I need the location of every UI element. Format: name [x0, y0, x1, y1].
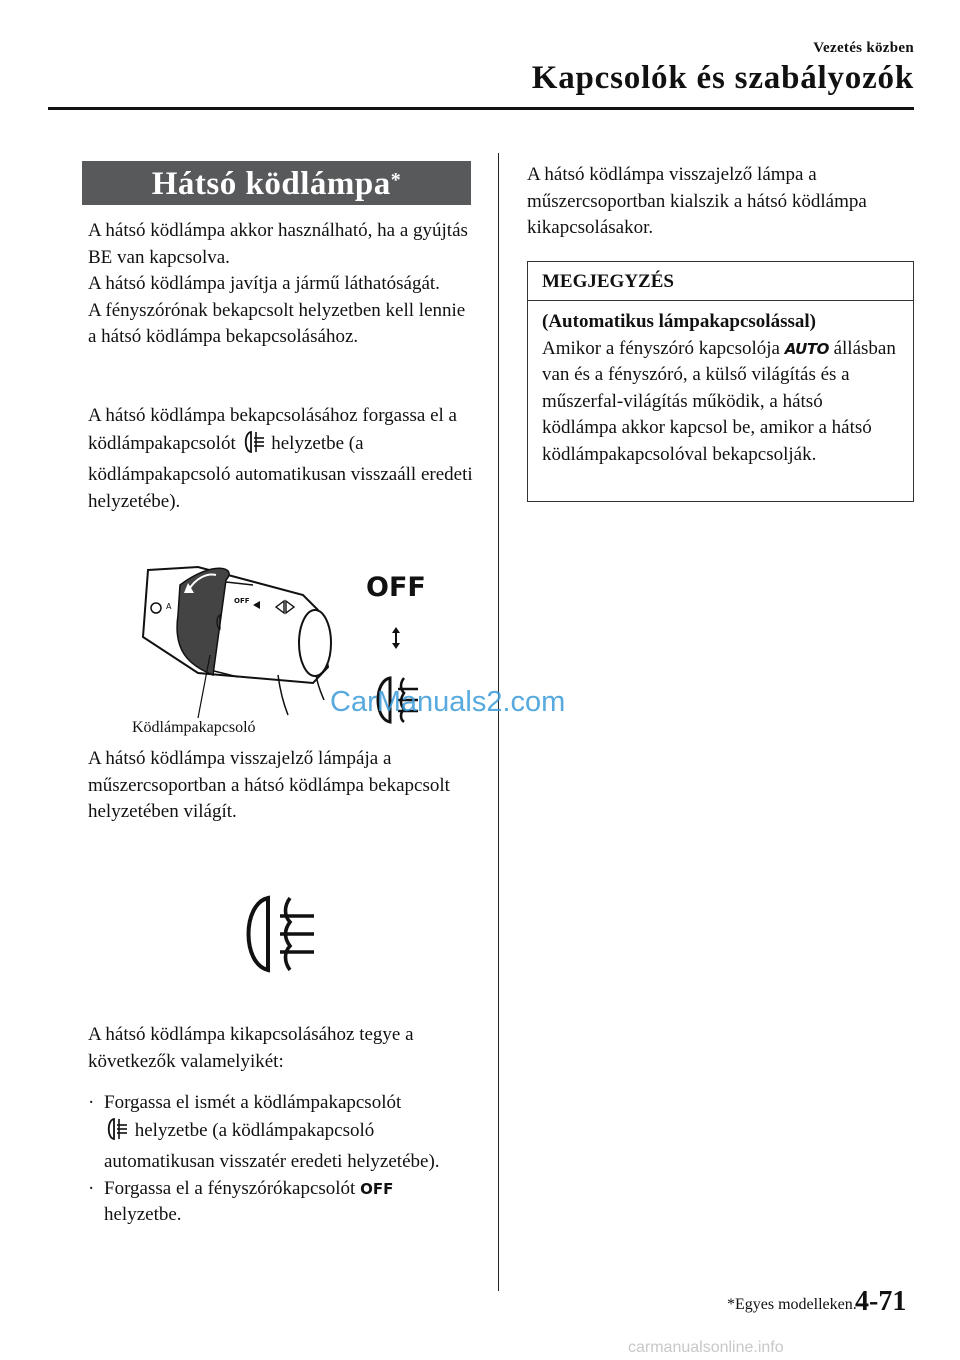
footnote-mark: *: [390, 169, 402, 191]
running-header-section: Vezetés közben: [813, 40, 914, 56]
turn-on-text-b: helyzetbe (a ködlámpakapcsoló automatikusan visszaáll eredeti helyzetébe).: [88, 432, 473, 512]
turn-off-intro: A hátsó ködlámpa kikapcsolásához tegye a következők valamelyikét:: [88, 1024, 414, 1072]
running-header-chapter: Kapcsolók és szabályozók: [531, 60, 914, 96]
intro-text: [88, 218, 478, 351]
page-number: 4-71: [855, 1286, 907, 1317]
turn-off-list: [88, 1090, 478, 1229]
bullet-text-a: Forgassa el ismét a ködlámpakapcsolót: [104, 1092, 402, 1113]
bullet-dot: ·: [88, 1177, 95, 1199]
off-position-label: OFF: [366, 572, 426, 603]
note-text-a: Amikor a fényszóró kapcsolója: [542, 337, 780, 359]
paragraph-headlight-required: A fényszórónak bekapcsolt helyzetben kell lennie a hátsó ködlámpa bekapcsolásához.: [88, 299, 466, 347]
watermark-logo: CarManuals2.com: [330, 686, 566, 718]
column-divider: [498, 153, 499, 1291]
indicator-off-text: A hátsó ködlámpa visszajelző lámpa a műszercsoportban kialszik a hátsó ködlámpa kikapcsolásakor.: [527, 164, 867, 238]
note-text-b: állásban van és a fényszóró, a külső világítás és a műszerfal-világítás működik, a hátsó ködlámpa akkor kapcsol be, amikor a hátsó ködlámpakapcsolóval bekapcsolják.: [542, 337, 896, 465]
note-heading: MEGJEGYZÉS: [528, 262, 913, 301]
bullet-text-b: helyzetbe.: [104, 1204, 182, 1225]
note-body: [528, 301, 913, 468]
list-item: [88, 1176, 478, 1229]
section-title-text: Hátsó ködlámpa: [151, 166, 391, 202]
turn-on-text-a: A hátsó ködlámpa bekapcsolásához forgassa el a ködlámpakapcsolót: [88, 405, 457, 454]
bullet-text-a: Forgassa el a fényszórókapcsolót: [104, 1177, 356, 1199]
rear-fog-lamp-icon: [241, 430, 267, 463]
auto-position-label: AUTO: [784, 339, 829, 358]
header-rule: [48, 107, 914, 110]
list-item: [88, 1090, 478, 1176]
note-subheading: (Automatikus lámpakapcsolással): [542, 311, 816, 332]
section-title: [82, 161, 471, 205]
turn-on-instructions: [88, 403, 478, 515]
paragraph-ignition: A hátsó ködlámpa akkor használható, ha a gyújtás BE van kapcsolva.: [88, 220, 468, 268]
svg-text:A: A: [166, 602, 172, 611]
up-down-arrow-icon: [390, 627, 402, 654]
note-box: [527, 261, 914, 502]
indicator-on-text: A hátsó ködlámpa visszajelző lámpája a műszercsoportban a hátsó ködlámpa bekapcsolt helyzetében világít.: [88, 748, 450, 822]
bullet-text-b: helyzetbe (a ködlámpakapcsoló automatikusan visszatér eredeti helyzetébe).: [104, 1119, 440, 1172]
rear-fog-lamp-icon: [104, 1117, 130, 1150]
paragraph-visibility: A hátsó ködlámpa javítja a jármű láthatóságát.: [88, 273, 440, 294]
svg-text:OFF: OFF: [234, 597, 250, 605]
footnote: *Egyes modelleken.: [727, 1296, 857, 1313]
off-label-inline: OFF: [360, 1179, 394, 1198]
site-watermark: carmanualsonline.info: [628, 1339, 784, 1356]
rear-fog-lamp-icon: [238, 894, 322, 979]
illustration-caption: Ködlámpakapcsoló: [132, 719, 256, 736]
bullet-dot: ·: [88, 1092, 95, 1113]
